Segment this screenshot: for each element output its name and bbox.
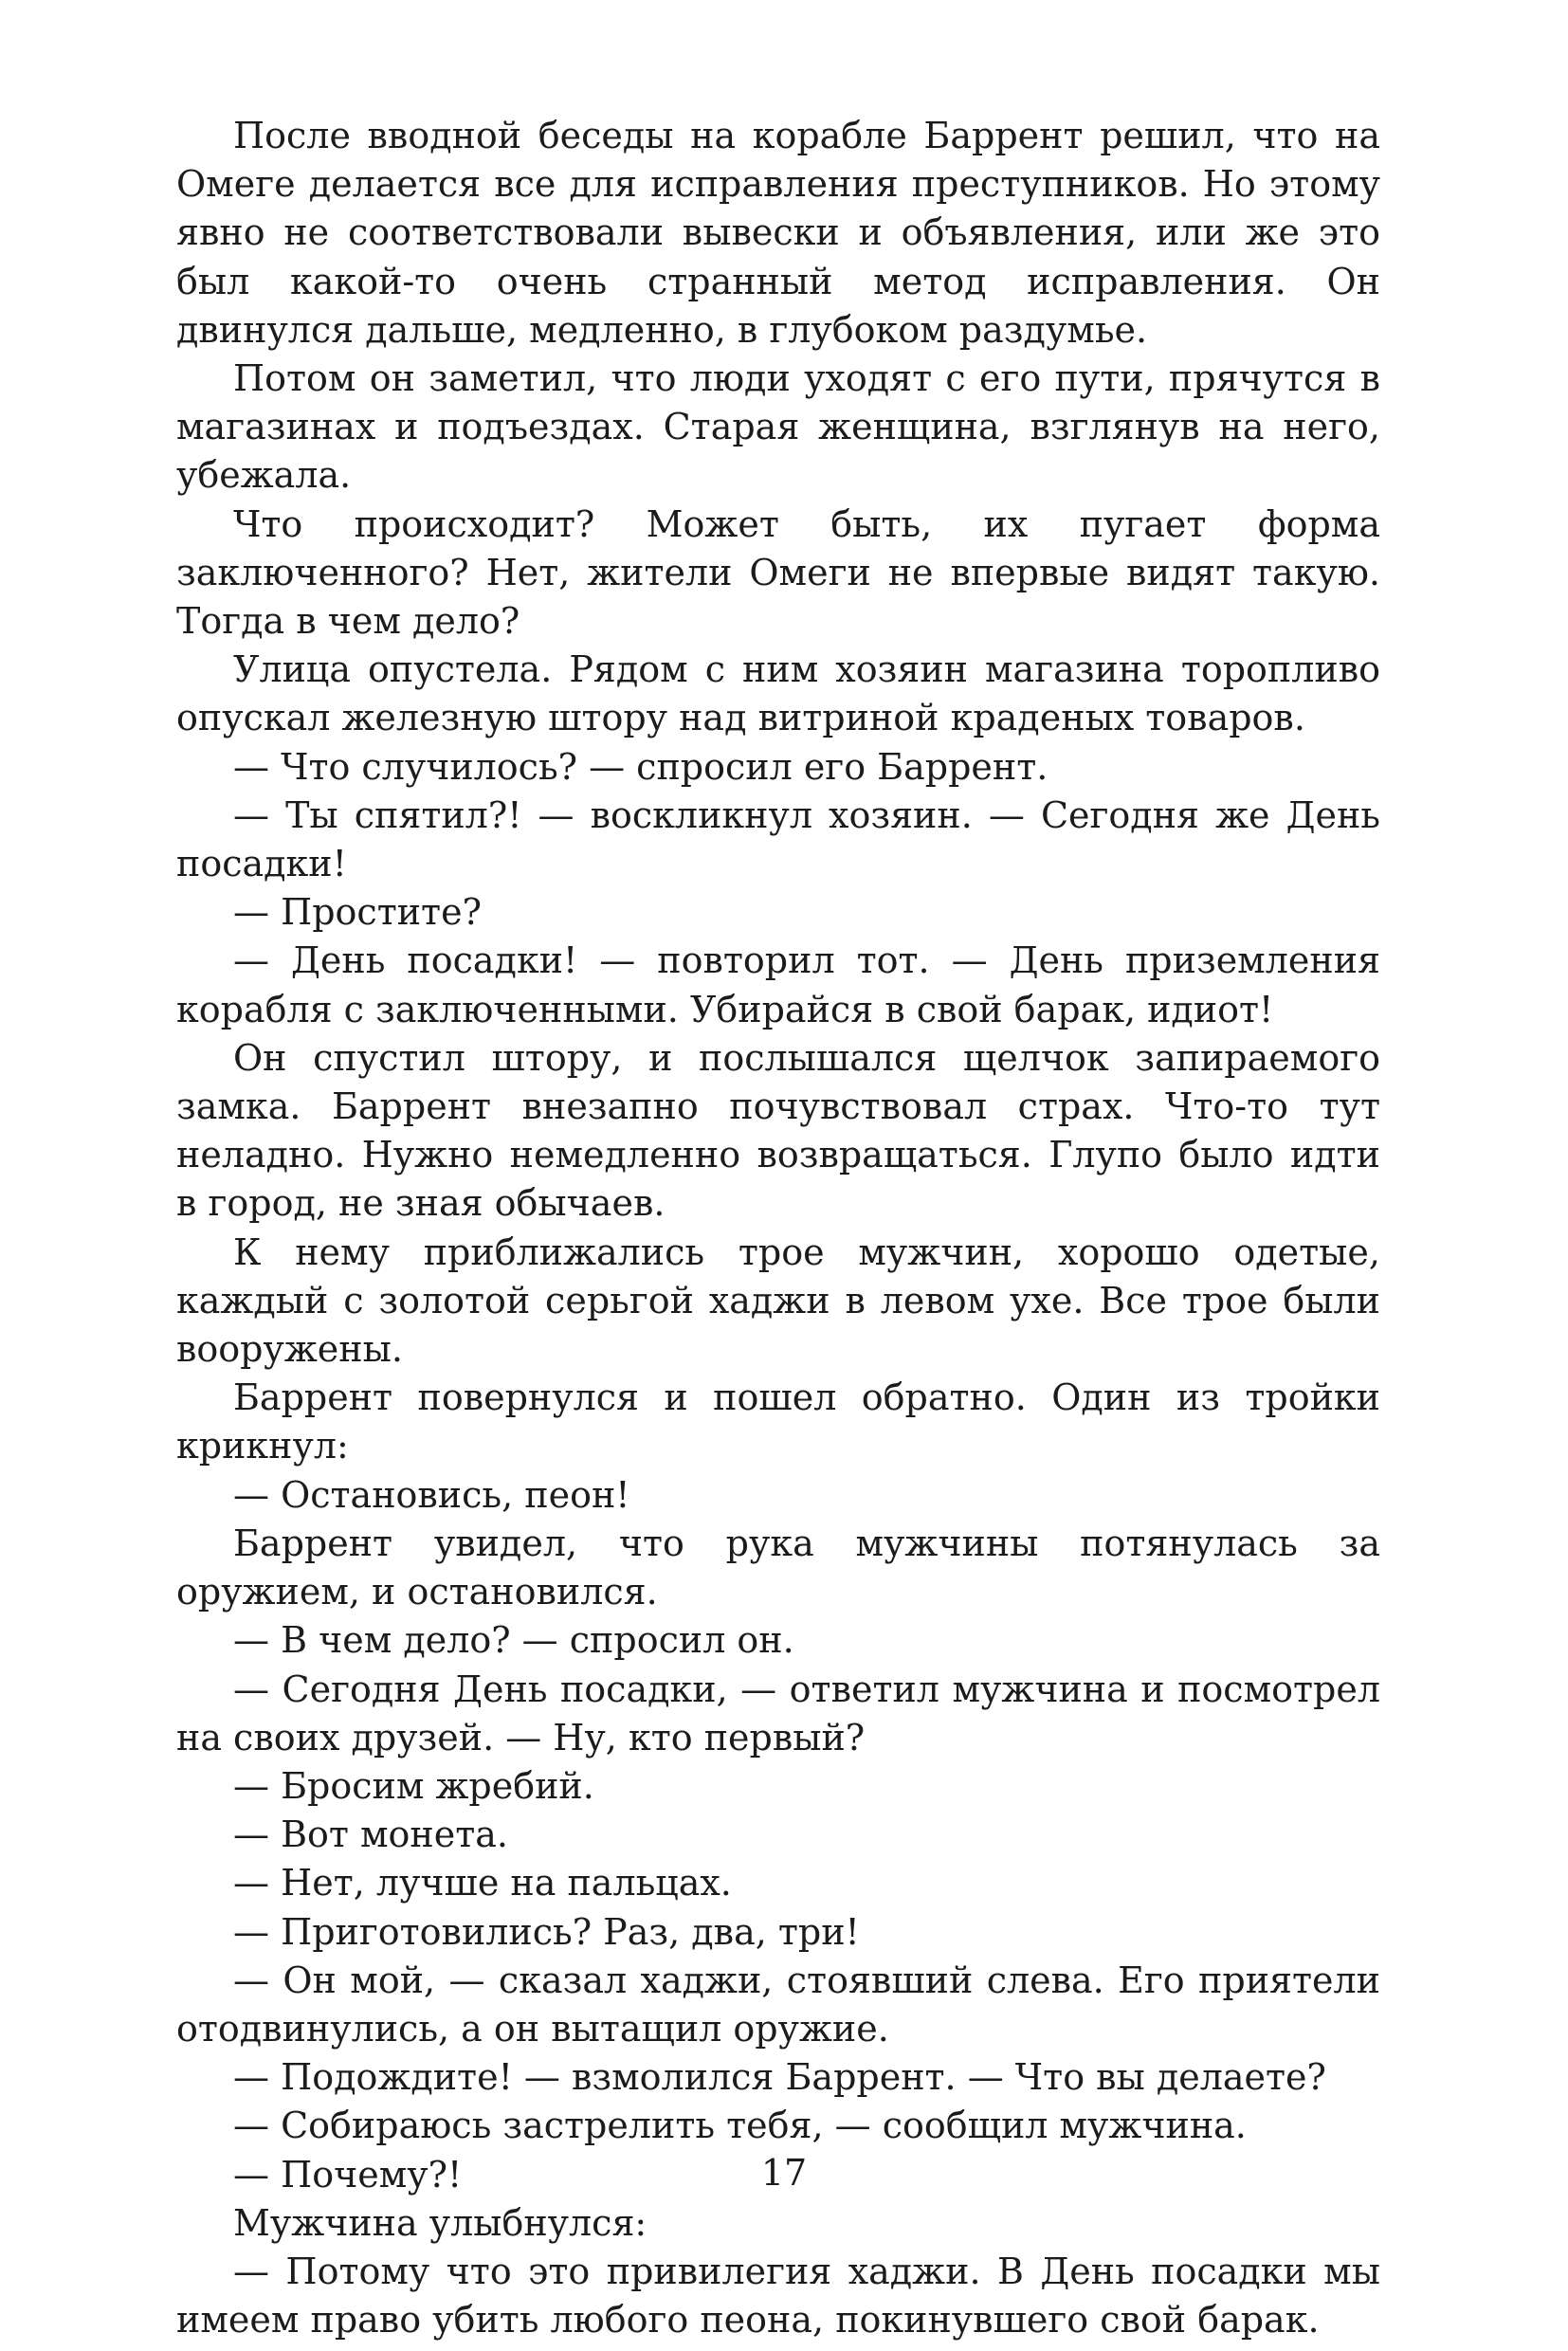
dialogue-line: — Почему?! [233, 2153, 463, 2196]
dialogue-line: — Что случилось? — спросил его Баррент. [233, 745, 1048, 788]
dialogue-line: — Нет, лучше на пальцах. [233, 1862, 732, 1904]
paragraph: После вводной беседы на корабле Баррент решил, что на Омеге делается все для исправления преступников. Но этому явно не соответствовали вывески и объявления, или же это был какой-то очень странный метод исправления. Он двинулся дальше, медленно, в глубоком раздумье. [176, 115, 1380, 351]
dialogue-line: — Остановись, пеон! [233, 1473, 630, 1516]
paragraph: Улица опустела. Рядом с ним хозяин магазина торопливо опускал железную штору над витриной краденых товаров. [176, 648, 1380, 739]
paragraph: К нему приближались трое мужчин, хорошо одетые, каждый с золотой серьгой хаджи в левом ухе. Все трое были вооружены. [176, 1230, 1380, 1371]
dialogue-line: — Потому что это привилегия хаджи. В День посадки мы имеем право убить любого пеона, покинувшего свой барак. [176, 2250, 1380, 2342]
paragraph: Что происходит? Может быть, их пугает форма заключенного? Нет, жители Омеги не впервые видят такую. Тогда в чем дело? [176, 502, 1380, 643]
paragraph: Потом он заметил, что люди уходят с его пути, прячутся в магазинах и подъездах. Старая женщина, взглянув на него, убежала. [176, 357, 1380, 497]
paragraph: Баррент увидел, что рука мужчины потянулась за оружием, и остановился. [176, 1522, 1380, 1613]
dialogue-line: — Он мой, — сказал хаджи, стоявший слева. Его приятели отодвинулись, а он вытащил оружие. [176, 1959, 1380, 2050]
dialogue-line: — Вот монета. [233, 1813, 508, 1856]
dialogue-line: — День посадки! — повторил тот. — День приземления корабля с заключенными. Убирайся в свой барак, идиот! [176, 939, 1380, 1030]
dialogue-line: — Подождите! — взмолился Баррент. — Что вы делаете? [233, 2056, 1326, 2099]
dialogue-line: — Сегодня День посадки, — ответил мужчина и посмотрел на своих друзей. — Ну, кто первый? [176, 1668, 1380, 1759]
dialogue-line: — Ты спятил?! — воскликнул хозяин. — Сегодня же День посадки! [176, 793, 1380, 885]
page-number: 17 [760, 2152, 808, 2194]
paragraph: Мужчина улыбнулся: [233, 2201, 647, 2244]
paragraph: Баррент повернулся и пошел обратно. Один из тройки крикнул: [176, 1376, 1380, 1467]
dialogue-line: — Бросим жребий. [233, 1764, 594, 1807]
dialogue-line: — Собираюсь застрелить тебя, — сообщил мужчина. [233, 2105, 1247, 2147]
dialogue-line: — Простите? [233, 891, 482, 934]
paragraph: Он спустил штору, и послышался щелчок запираемого замка. Баррент внезапно почувствовал страх. Что-то тут неладно. Нужно немедленно возвращаться. Глупо было идти в город, не зная обычаев. [176, 1036, 1380, 1225]
dialogue-line: — В чем дело? — спросил он. [233, 1619, 794, 1662]
body-text [176, 112, 1380, 2344]
dialogue-line: — Приготовились? Раз, два, три! [233, 1910, 860, 1953]
